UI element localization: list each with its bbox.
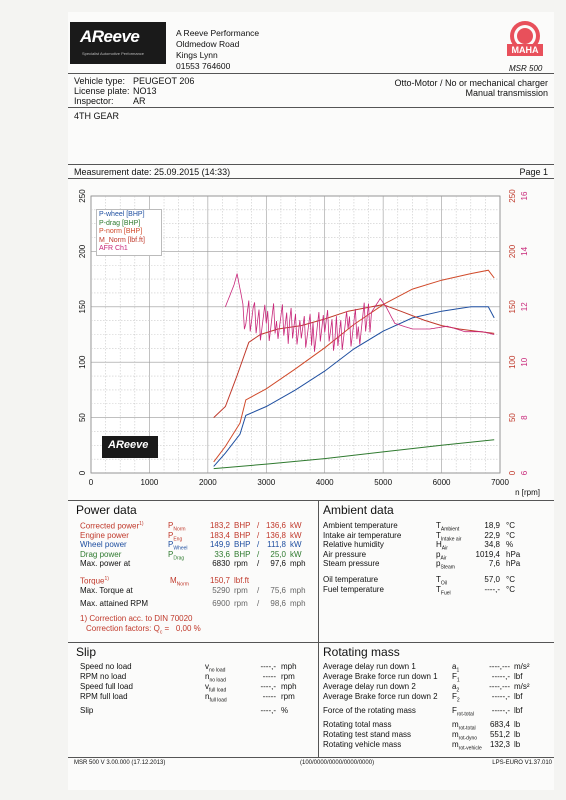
x-axis-label: n [rpm] — [515, 488, 540, 497]
torque-at-speed-unit: mph — [290, 586, 306, 595]
license-plate-label: License plate: — [74, 86, 130, 96]
separator: / — [257, 549, 260, 559]
symbol: P — [168, 540, 174, 549]
rotating-value: ----,--- — [489, 682, 510, 691]
maha-logo-icon — [503, 20, 547, 60]
x-tick-label: 7000 — [491, 478, 509, 487]
symbol: T — [436, 530, 441, 540]
slip-value: ----- — [262, 672, 276, 681]
y-afr-tick-label: 12 — [520, 302, 529, 312]
ambient-value: 34,8 — [484, 540, 500, 549]
symbol-subscript: 2 — [456, 697, 460, 704]
rotating-row-label: Average delay run down 1 — [323, 662, 416, 671]
torque-at-rpm: 5290 — [212, 586, 230, 595]
symbol-subscript: Wheel — [173, 545, 188, 552]
y-right-tick-label: 50 — [508, 413, 517, 423]
ambient-value: 22,9 — [484, 530, 500, 540]
divider — [318, 500, 319, 642]
label-text: Torque — [80, 576, 105, 586]
divider — [68, 164, 554, 165]
slip-value: ----- — [262, 692, 276, 701]
rotating-unit: lb — [514, 720, 521, 729]
vehicle-type-value: PEUGEOT 206 — [133, 76, 195, 86]
symbol: P — [168, 530, 174, 540]
x-tick-label: 4000 — [315, 478, 334, 487]
ambient-row-label: Air pressure — [323, 549, 367, 559]
ambient-value: 57,0 — [484, 575, 500, 584]
power-value-kw: 111,8 — [267, 540, 286, 549]
rotating-value: -----,- — [491, 672, 510, 681]
torque-value: 150,7 — [209, 576, 230, 585]
ambient-row-label: Intake air temperature — [323, 530, 402, 540]
divider — [318, 642, 319, 757]
symbol-subscript: Fuel — [440, 590, 451, 597]
ambient-row-label: Oil temperature — [323, 575, 379, 584]
symbol: P — [168, 549, 174, 559]
divider — [68, 500, 554, 501]
symbol-subscript: Air — [441, 545, 448, 552]
rotating-mass-label: Rotating vehicle mass — [323, 740, 402, 749]
symbol: H — [436, 540, 442, 549]
slip-label: Slip — [80, 706, 94, 715]
test-comment: 4TH GEAR — [74, 111, 120, 121]
symbol-subscript: no load — [209, 667, 226, 674]
torque-at-rpm-unit: rpm — [234, 586, 248, 595]
chart-watermark-logo — [102, 436, 158, 458]
power-value-kw: 25,0 — [270, 549, 286, 559]
x-tick-label: 6000 — [432, 478, 451, 487]
correction-factor — [86, 624, 201, 636]
slip-symbol — [205, 692, 227, 704]
symbol: m — [452, 720, 459, 729]
rotating-force-label: Force of the rotating mass — [323, 706, 416, 715]
power-unit: BHP — [234, 530, 251, 540]
license-plate-value: NO13 — [133, 86, 157, 96]
ambient-unit: hPa — [506, 549, 521, 559]
symbol-subscript: Intake air — [440, 536, 462, 543]
divider — [68, 642, 554, 643]
address-line: 01553 764600 — [176, 61, 231, 71]
torque-at-label: Max. Torque at — [80, 586, 133, 595]
inspector-label: Inspector: — [74, 96, 114, 106]
symbol-subscript: rot-total — [456, 711, 474, 718]
rotating-value: 683,4 — [489, 720, 510, 729]
symbol: F — [452, 672, 457, 681]
logo-text: AReeve — [80, 27, 140, 46]
power-row-label — [80, 559, 130, 568]
symbol-subscript: Ambient — [440, 526, 460, 533]
rotating-value: 551,2 — [489, 730, 510, 739]
label-text: Engine power — [80, 530, 129, 540]
symbol: a — [452, 662, 457, 671]
ambient-value: 1019,4 — [475, 549, 500, 559]
symbol-subscript: full load — [209, 687, 227, 694]
ambient-unit: °C — [506, 585, 515, 594]
y-right-tick-label: 200 — [508, 244, 517, 259]
slip-unit: mph — [281, 662, 297, 671]
symbol-subscript: rot-total — [458, 725, 476, 732]
symbol: a — [452, 682, 457, 691]
ambient-unit: hPa — [506, 559, 521, 568]
power-unit: rpm — [234, 559, 248, 568]
separator: / — [257, 586, 260, 595]
correction-value: = 0,00 % — [162, 624, 201, 633]
symbol-subscript: c — [159, 629, 163, 636]
slip-unit: % — [281, 706, 289, 715]
inspector-value: AR — [133, 96, 146, 106]
footer-code: (100/0000/0000/0000/0000) — [300, 760, 375, 766]
power-value-bhp: 183,4 — [209, 530, 230, 540]
logo-subtext: Specialist Automotive Performance — [82, 51, 145, 56]
label-text: Wheel power — [80, 540, 127, 549]
torque-at-speed: 75,6 — [270, 586, 286, 595]
address-line: Oldmedow Road — [176, 39, 240, 49]
power-value-bhp: 33,6 — [214, 549, 230, 559]
ambient-row-label: Steam pressure — [323, 559, 380, 568]
rotating-mass-title: Rotating mass — [323, 645, 400, 659]
y-left-tick-label: 200 — [78, 244, 87, 259]
symbol-subscript: Drag — [173, 555, 185, 562]
power-unit: kW — [290, 530, 302, 540]
symbol-subscript: no load — [209, 677, 226, 684]
power-unit: kW — [290, 549, 302, 559]
symbol: P — [168, 521, 174, 530]
symbol-subscript: Oil — [440, 580, 448, 587]
divider — [68, 107, 554, 108]
y-afr-tick-label: 14 — [520, 246, 529, 256]
ambient-row-label: Relative humidity — [323, 540, 384, 549]
max-rpm-speed: 98,6 — [270, 599, 286, 608]
slip-value: ----,- — [260, 706, 276, 715]
symbol: p — [436, 559, 441, 568]
y-right-tick-label: 100 — [508, 355, 517, 369]
symbol: T — [436, 521, 441, 530]
y-afr-tick-label: 16 — [520, 191, 529, 201]
power-value-kw: 136,6 — [265, 521, 286, 530]
rotating-unit: lb — [514, 740, 521, 749]
rotating-row-label: Average Brake force run down 2 — [323, 692, 438, 701]
company-address — [176, 28, 259, 72]
rotating-symbol — [452, 740, 482, 752]
footnote-marker: 1) — [104, 576, 109, 582]
power-row-label — [80, 531, 129, 540]
symbol-subscript: rot-vehicle — [458, 745, 482, 752]
torque-symbol — [170, 576, 189, 588]
slip-row-label: Speed no load — [80, 662, 132, 671]
ambient-value: 18,9 — [484, 521, 500, 530]
rotating-value: -----,- — [491, 706, 510, 715]
rotating-row-label: Average delay run down 2 — [323, 682, 416, 691]
footer-euro-version: LPS-EURO V1.37.010 — [492, 760, 552, 766]
x-tick-label: 3000 — [257, 478, 276, 487]
badge-label: MAHA — [511, 45, 539, 55]
ambient-unit: °C — [506, 575, 515, 584]
company-logo — [70, 22, 166, 64]
rotating-symbol — [452, 706, 474, 718]
separator: / — [257, 540, 260, 549]
x-tick-label: 5000 — [374, 478, 393, 487]
y-left-tick-label: 250 — [78, 189, 87, 203]
slip-value: ----,- — [260, 682, 276, 691]
y-left-tick-label: 150 — [78, 300, 87, 314]
ambient-value: ----,- — [484, 585, 500, 594]
power-value-kw: 97,6 — [270, 559, 286, 568]
ambient-data-title: Ambient data — [323, 503, 394, 517]
power-row-label — [80, 540, 127, 549]
watermark-text: AReeve — [108, 439, 149, 451]
y-right-tick-label: 250 — [508, 189, 517, 203]
rotating-value: ----,--- — [489, 662, 510, 671]
legend-entry: M_Norm [lbf.ft] — [99, 236, 145, 244]
slip-unit: mph — [281, 682, 297, 691]
slip-row-label: RPM full load — [80, 692, 128, 701]
slip-title: Slip — [76, 645, 97, 659]
symbol: v — [205, 682, 209, 691]
ambient-symbol — [436, 559, 455, 571]
slip-row-label: RPM no load — [80, 672, 127, 681]
divider — [68, 178, 554, 179]
divider — [68, 73, 554, 74]
x-tick-label: 1000 — [140, 478, 159, 487]
slip-unit: rpm — [281, 692, 295, 701]
rotating-value: 132,3 — [489, 740, 510, 749]
divider — [68, 757, 554, 758]
engine-type: Otto-Motor / No or mechanical charger — [394, 78, 548, 88]
x-tick-label: 0 — [88, 478, 94, 487]
symbol: n — [205, 672, 210, 681]
power-symbol — [168, 550, 184, 562]
legend-entry: P-drag [BHP] — [99, 219, 141, 227]
slip-row-label: Speed full load — [80, 682, 133, 691]
symbol-subscript: Eng — [173, 536, 183, 543]
label-text: Corrected power — [80, 521, 140, 531]
symbol: F — [452, 692, 457, 701]
legend-entry: AFR Ch1 — [99, 245, 128, 253]
x-tick-label: 2000 — [198, 478, 217, 487]
ambient-row-label: Fuel temperature — [323, 585, 384, 594]
legend-entry: P-wheel [BHP] — [99, 211, 145, 218]
max-rpm-rpm-unit: rpm — [234, 599, 248, 608]
symbol: T — [436, 575, 441, 584]
symbol: F — [452, 706, 457, 715]
label-text: Correction factors: Q — [86, 624, 160, 633]
separator: / — [257, 530, 260, 540]
symbol-subscript: full load — [209, 697, 227, 704]
legend-entry: P-norm [BHP] — [99, 228, 143, 236]
rotating-unit: lbf — [514, 692, 523, 701]
symbol: m — [452, 730, 459, 739]
symbol: v — [205, 662, 209, 671]
y-left-tick-label: 0 — [78, 470, 87, 476]
symbol: n — [205, 692, 210, 701]
vehicle-type-label: Vehicle type: — [74, 76, 126, 86]
y-left-tick-label: 50 — [78, 413, 87, 423]
y-afr-tick-label: 6 — [520, 470, 529, 476]
page-number: Page 1 — [519, 167, 548, 177]
torque-unit: lbf.ft — [234, 576, 250, 585]
power-unit: kW — [290, 521, 302, 530]
symbol-subscript: 1 — [456, 677, 460, 684]
address-line: Kings Lynn — [176, 50, 218, 60]
power-unit: BHP — [234, 540, 251, 549]
ambient-unit: % — [506, 540, 514, 549]
rotating-unit: lbf — [514, 706, 523, 715]
ambient-row-label: Ambient temperature — [323, 521, 398, 530]
symbol-subscript: 1 — [456, 667, 460, 674]
power-unit: mph — [290, 559, 306, 568]
symbol-subscript: Norm — [176, 581, 189, 588]
symbol: M — [170, 576, 177, 585]
symbol-subscript: Norm — [173, 526, 186, 533]
power-value-bhp: 183,2 — [209, 521, 230, 530]
ambient-value: 7,6 — [488, 559, 500, 568]
power-unit: BHP — [234, 549, 251, 559]
slip-unit: rpm — [281, 672, 295, 681]
chart-legend — [96, 209, 162, 256]
symbol-subscript: 2 — [456, 687, 460, 694]
rotating-row-label: Average Brake force run down 1 — [323, 672, 438, 681]
rotating-value: -----,- — [491, 692, 510, 701]
measurement-date: Measurement date: 25.09.2015 (14:33) — [74, 167, 231, 177]
power-unit: kW — [290, 540, 302, 549]
rotating-mass-label: Rotating total mass — [323, 720, 392, 729]
rotating-unit: lbf — [514, 672, 523, 681]
rotating-unit: m/s² — [514, 682, 530, 691]
y-right-tick-label: 0 — [508, 470, 517, 476]
separator: / — [257, 599, 260, 608]
y-left-tick-label: 100 — [78, 355, 87, 369]
correction-note: 1) Correction acc. to DIN 70020 — [80, 614, 193, 623]
ambient-unit: °C — [506, 530, 515, 540]
max-rpm-rpm: 6900 — [212, 599, 230, 608]
rotating-symbol — [452, 692, 460, 704]
address-line: A Reeve Performance — [176, 28, 260, 38]
power-value-kw: 136,8 — [265, 530, 286, 540]
y-afr-tick-label: 10 — [520, 357, 529, 367]
symbol: p — [436, 549, 441, 559]
torque-label — [80, 576, 109, 586]
power-value-bhp: 149,9 — [209, 540, 230, 549]
symbol-subscript: Steam — [440, 564, 455, 571]
footer-version: MSR 500 V 3.00.000 (17.12.2013) — [74, 760, 166, 766]
y-afr-tick-label: 8 — [520, 415, 529, 420]
max-rpm-label: Max. attained RPM — [80, 599, 149, 608]
label-text: Drag power — [80, 549, 122, 559]
dyno-model: MSR 500 — [509, 64, 543, 73]
max-rpm-speed-unit: mph — [290, 599, 306, 608]
y-right-tick-label: 150 — [508, 300, 517, 314]
ambient-unit: °C — [506, 521, 515, 530]
rotating-unit: m/s² — [514, 662, 530, 671]
symbol: m — [452, 740, 459, 749]
power-data-title: Power data — [76, 503, 137, 517]
transmission-type: Manual transmission — [465, 88, 548, 98]
symbol-subscript: rot-dyno — [458, 735, 478, 742]
symbol: T — [436, 585, 441, 594]
power-unit: BHP — [234, 521, 251, 530]
symbol-subscript: Air — [440, 555, 447, 562]
separator: / — [257, 559, 260, 568]
power-value-bhp: 6830 — [212, 559, 230, 568]
ambient-symbol — [436, 585, 451, 597]
power-row-label — [80, 521, 144, 531]
separator: / — [257, 521, 260, 530]
label-text: Max. power at — [80, 559, 131, 568]
rotating-unit: lb — [514, 730, 521, 739]
footnote-marker: 1) — [139, 521, 144, 527]
slip-value: ----,- — [260, 662, 276, 671]
power-row-label — [80, 550, 121, 559]
rotating-mass-label: Rotating test stand mass — [323, 730, 412, 739]
